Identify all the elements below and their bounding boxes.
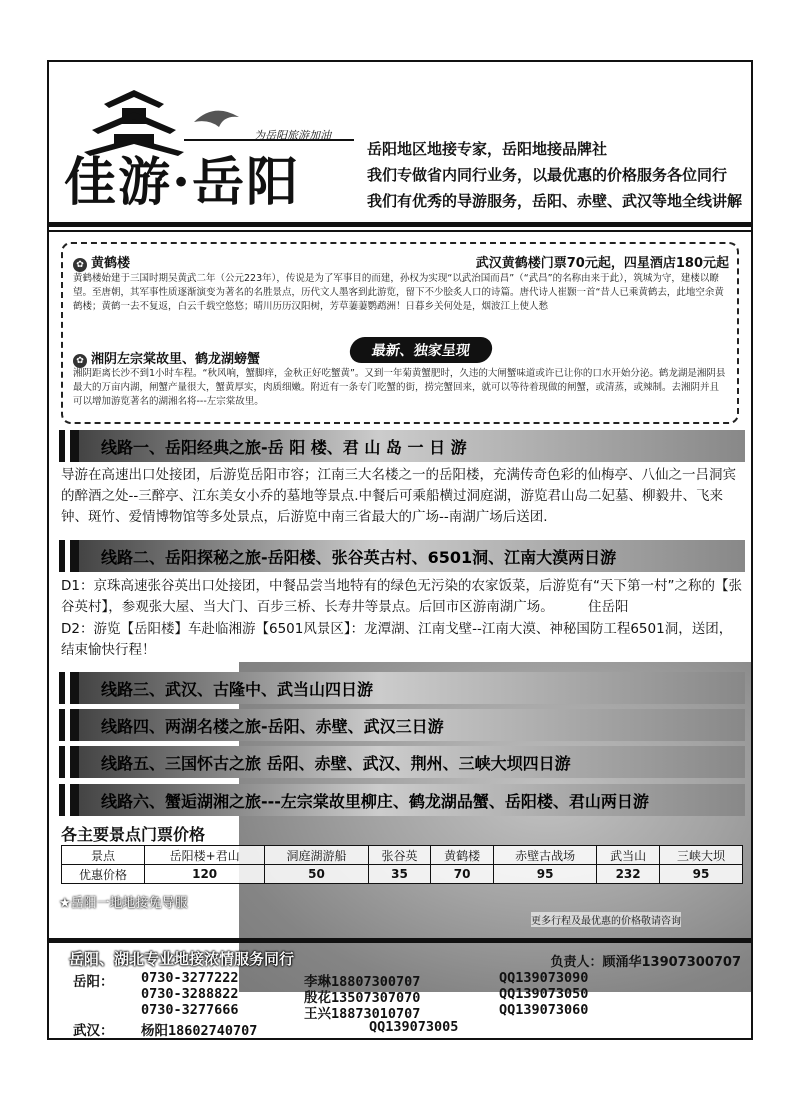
flower-icon: ✿ <box>73 258 87 272</box>
divider-stripe-thin <box>49 230 751 232</box>
table-header-cell: 张谷英 <box>368 846 431 865</box>
route-2-day2: D2：游览【岳阳楼】车赴临湘游【6501风景区】：龙潭湖、江南戈壁--江南大漠、神秘国防工程6501洞，送团，结束愉快行程！ <box>61 621 733 658</box>
table-header-cell: 赤壁古战场 <box>493 846 596 865</box>
table-header-cell: 黄鹤楼 <box>431 846 494 865</box>
flower-icon: ✿ <box>73 354 87 368</box>
feature-box <box>61 242 739 424</box>
route-title-5: 线路五、三国怀古之旅 岳阳、赤壁、武汉、荆州、三峡大坝四日游 <box>101 754 571 773</box>
table-cell: 95 <box>659 865 742 884</box>
phone-2: 0730-3288822 <box>141 986 239 1002</box>
table-header-cell: 景点 <box>62 846 145 865</box>
qq-2: QQ139073050 <box>499 986 589 1002</box>
route-title-3: 线路三、武汉、古隆中、武当山四日游 <box>101 680 374 699</box>
table-header-row <box>62 846 743 865</box>
wuhan-label: 武汉： <box>73 1023 114 1039</box>
feature-item2-body: 湘阴距离长沙不到1小时车程。“秋风响，蟹脚痒，金秋正好吃蟹黄”。又到一年菊黄蟹肥时，久违的大闸蟹味道或许已让你的口水开始分泌。鹤龙湖是湘阴县最大的万亩内湖，闸蟹产量很大，蟹黄厚实，肉质细嫩。附近有一条专门吃蟹的街，捞完蟹回来，就可以等待着现做的闸蟹，或清蒸，或辣制。去湘阴并且可以增加游览著名的湖湘名将---左宗棠故里。 <box>73 368 726 407</box>
qq-1: QQ139073090 <box>499 970 589 986</box>
wuhan-qq: QQ139073005 <box>369 1019 459 1035</box>
feature-item1-body: 黄鹤楼始建于三国时期吴黄武二年（公元223年），传说是为了军事目的而建，孙权为实现“以武治国而昌”（“武昌”的名称由来于此），筑城为守，建楼以瞭望。至唐朝，其军事性质逐渐演变为著名的名胜景点，历代文人墨客到此游览，留下不少脍炙人口的诗篇。唐代诗人崔颢一首“昔人已乘黄鹤去，此地空余黄鹤楼；黄鹤一去不复返，白云千载空悠悠；晴川历历汉阳树，芳草萋萋鹦鹉洲！日暮乡关何处是，烟波江上使人愁 <box>73 273 724 312</box>
route-2-day1: D1：京珠高速张谷英出口处接团，中餐品尝当地特有的绿色无污染的农家饭菜，后游览有“天下第一村”之称的【张谷英村】，参观张大屋、当大门、百步三桥、长寿井等景点。后回市区游南湖广场。 住岳阳 <box>61 578 742 615</box>
feature-banner: 最新、独家呈现 <box>348 337 494 363</box>
feature-item2-title: ✿ 湘阴左宗棠故里、鹤龙湖螃蟹 <box>73 348 260 368</box>
table-cell: 70 <box>431 865 494 884</box>
contact-2: 殷花13507307070 <box>304 990 421 1006</box>
table-cell: 120 <box>144 865 264 884</box>
more-info-note: 更多行程及最优惠的价格敬请咨询 <box>531 912 681 927</box>
yueyang-label: 岳阳： <box>73 974 114 990</box>
table-header-cell: 武当山 <box>597 846 660 865</box>
brand-logo-text: 佳游·岳阳 <box>64 152 301 213</box>
route-bar-1 <box>59 430 745 462</box>
route-bar-6 <box>59 784 745 816</box>
route-1-description: 导游在高速出口处接团，后游览岳阳市容；江南三大名楼之一的岳阳楼，充满传奇色彩的仙梅亭、八仙之一吕洞宾的醉酒之处--三醉亭、江东美女小乔的墓地等景点.中餐后可乘船横过洞庭湖，游览君山岛二妃墓、柳毅井、飞来钟、斑竹、爱情博物馆等多处景点，后游览中南三省最大的广场--南湖广场后送团. <box>61 467 736 525</box>
table-row-label: 优惠价格 <box>62 865 145 884</box>
route-bar-4 <box>59 709 745 741</box>
contact-3: 王兴18873010707 <box>304 1006 421 1022</box>
footer-manager: 负责人：顾涌华13907300707 <box>550 955 741 970</box>
contact-footer <box>49 942 751 1038</box>
route-title-2: 线路二、岳阳探秘之旅-岳阳楼、张谷英古村、6501洞、江南大漠两日游 <box>101 548 617 567</box>
route-bar-5 <box>59 746 745 778</box>
tagline: 为岳阳旅游加油 <box>254 129 331 142</box>
phone-3: 0730-3277666 <box>141 1002 239 1018</box>
headline-1: 岳阳地区地接专家，岳阳地接品牌社 <box>367 140 608 158</box>
divider-stripe <box>49 222 751 227</box>
headline-3: 我们有优秀的导游服务，岳阳、赤壁、武汉等地全线讲解 <box>367 192 743 210</box>
table-cell: 95 <box>493 865 596 884</box>
guide-note: ★岳阳一地地接免导服 <box>59 896 188 911</box>
feature-item1-price: 武汉黄鹤楼门票70元起，四星酒店180元起 <box>475 256 729 271</box>
route-bar-3 <box>59 672 745 704</box>
ticket-price-table <box>61 845 743 884</box>
footer-title: 岳阳、湖北专业地接浓情服务同行 <box>69 950 295 968</box>
phone-1: 0730-3277222 <box>141 970 239 986</box>
contact-1: 李琳18807300707 <box>304 974 421 990</box>
route-bar-2 <box>59 540 745 572</box>
table-cell: 50 <box>265 865 368 884</box>
route-title-1: 线路一、岳阳经典之旅-岳 阳 楼、君 山 岛 一 日 游 <box>101 438 467 457</box>
table-cell: 35 <box>368 865 431 884</box>
route-title-6: 线路六、蟹逅湖湘之旅---左宗棠故里柳庄、鹤龙湖品蟹、岳阳楼、君山两日游 <box>101 792 649 811</box>
headline-2: 我们专做省内同行业务，以最优惠的价格服务各位同行 <box>367 166 728 184</box>
table-header-cell: 洞庭湖游船 <box>265 846 368 865</box>
feature-item1-title: ✿ 黄鹤楼 <box>73 252 130 272</box>
wuhan-contact: 杨阳18602740707 <box>141 1023 258 1039</box>
route-title-4: 线路四、两湖名楼之旅-岳阳、赤壁、武汉三日游 <box>101 717 444 736</box>
table-header-cell: 岳阳楼+君山 <box>144 846 264 865</box>
route-2-day1-stay: 住岳阳 <box>588 599 629 615</box>
headlines <box>367 136 742 214</box>
table-header-cell: 三峡大坝 <box>659 846 742 865</box>
table-cell: 232 <box>597 865 660 884</box>
poster-frame <box>47 60 753 1040</box>
tickets-title: 各主要景点门票价格 <box>61 825 206 844</box>
table-row <box>62 865 743 884</box>
qq-3: QQ139073060 <box>499 1002 589 1018</box>
